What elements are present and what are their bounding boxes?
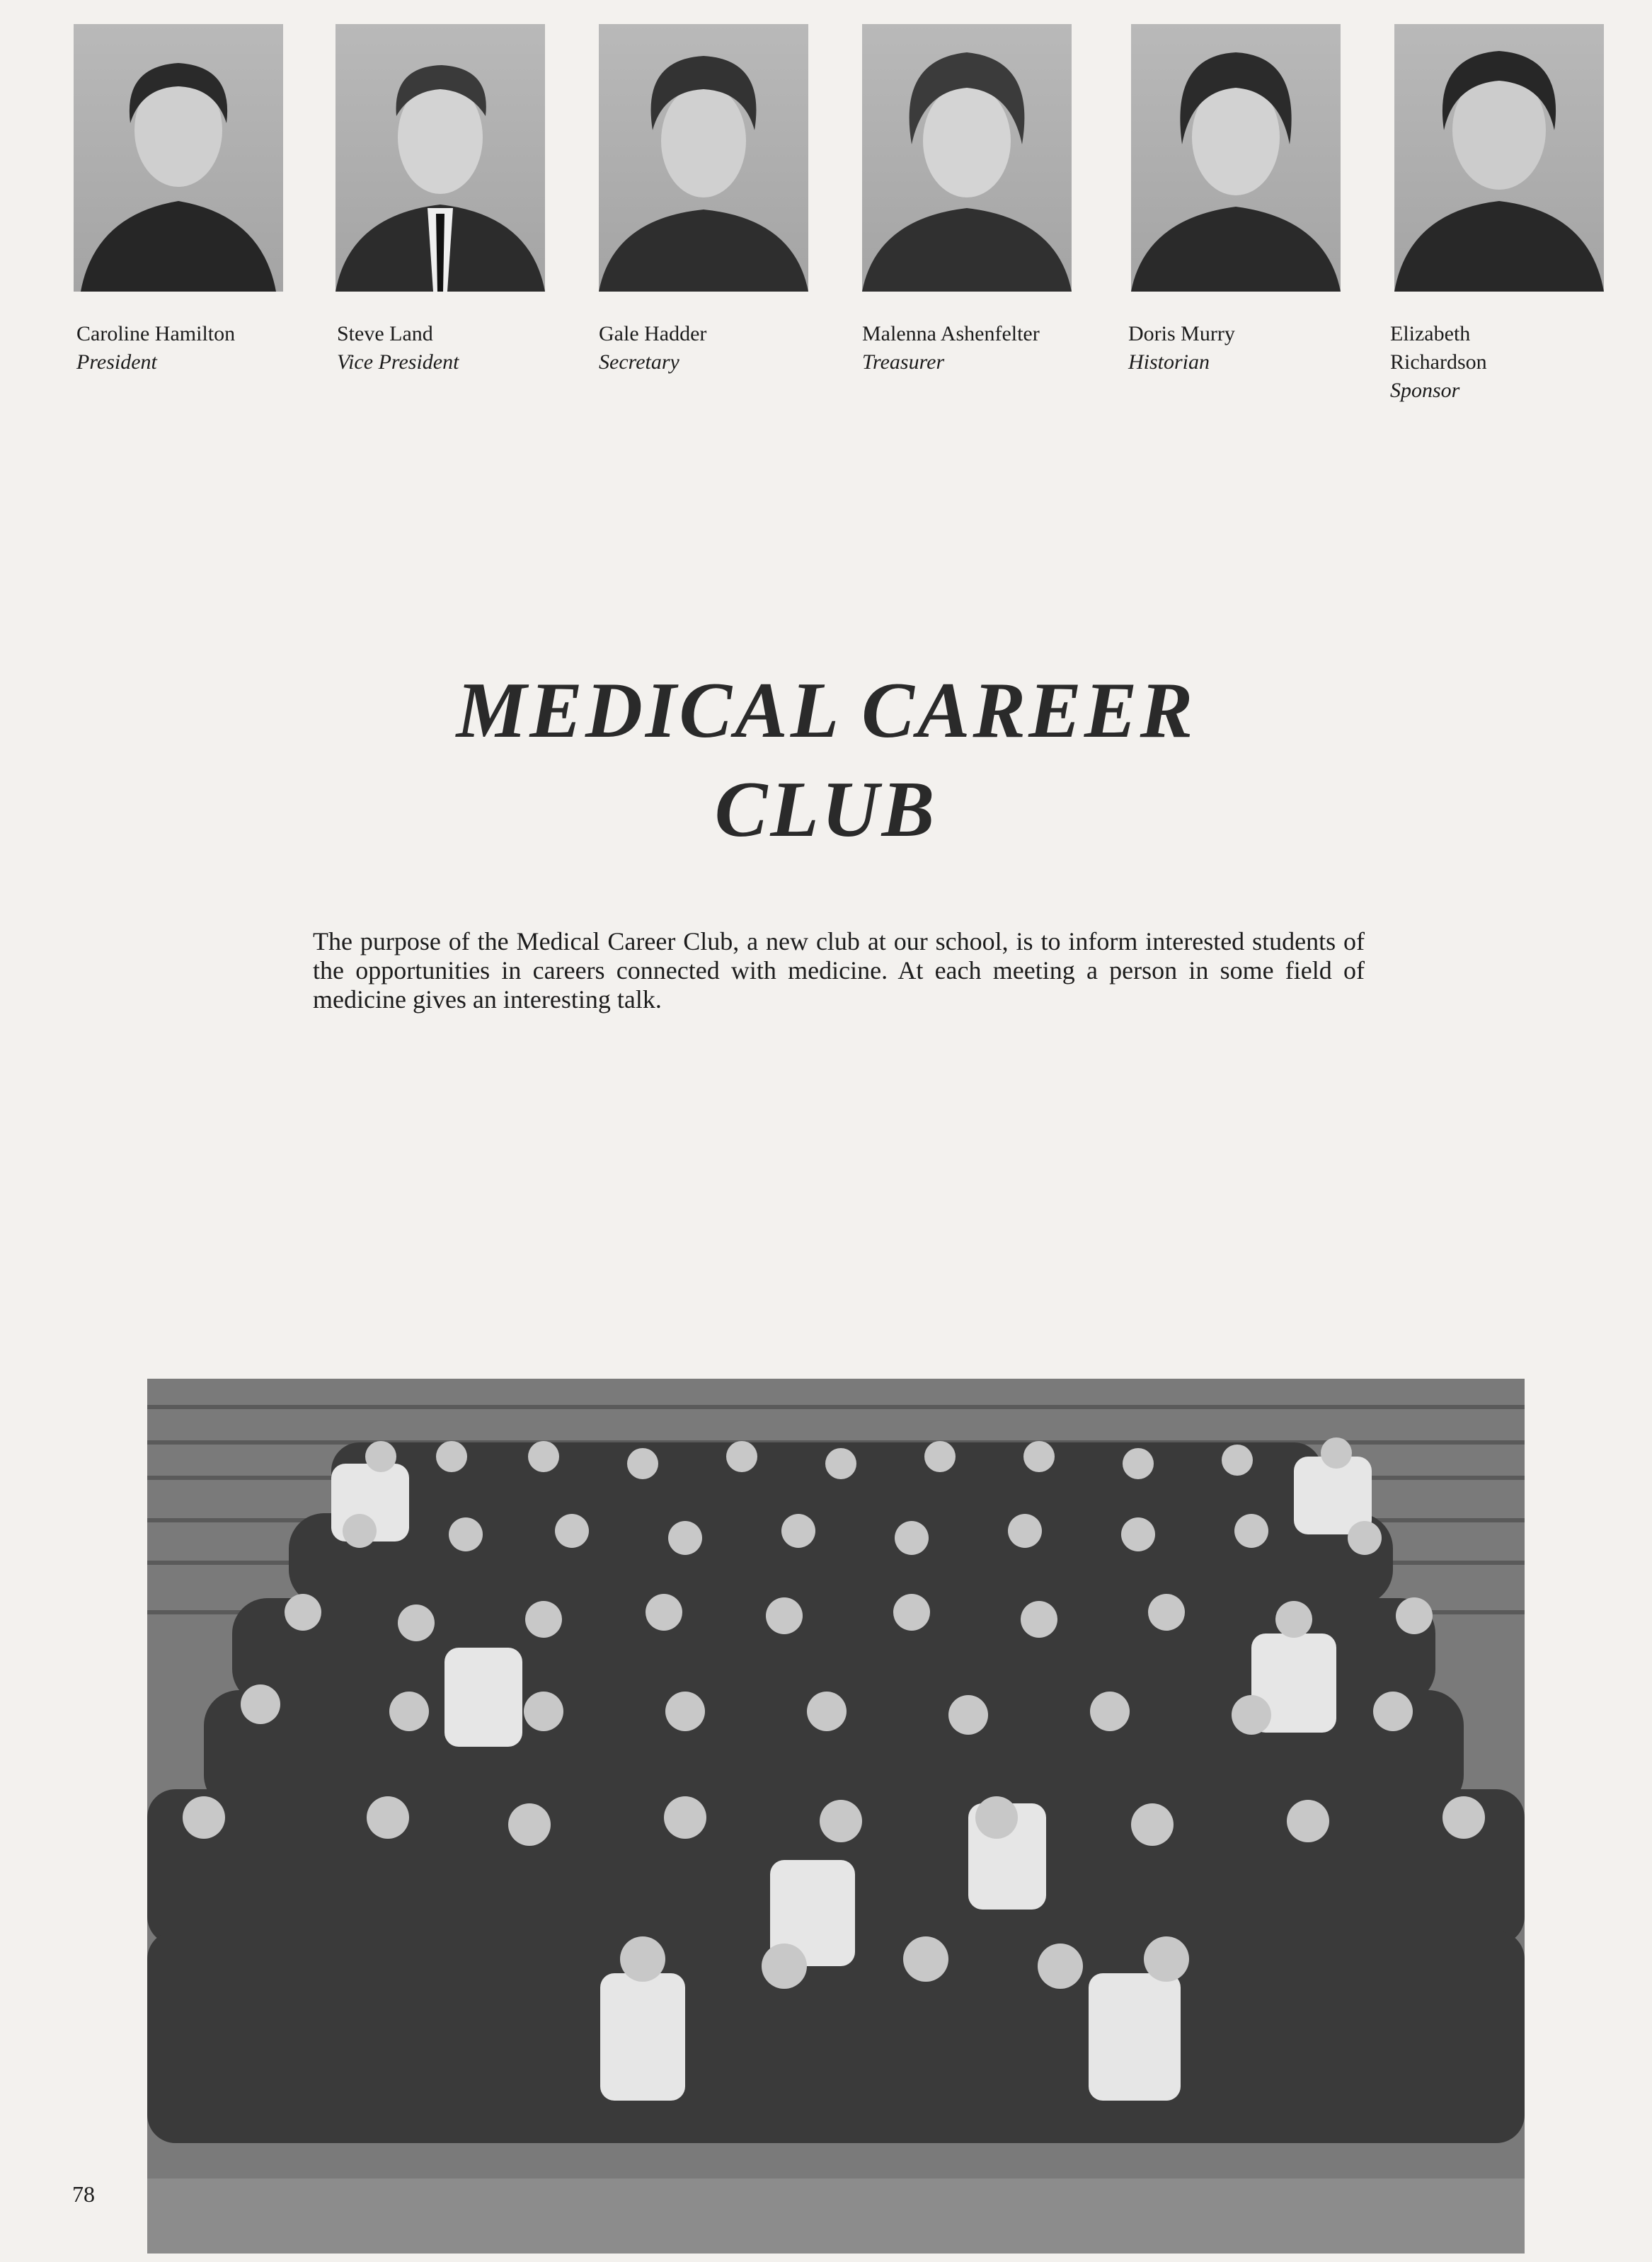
officer-caption — [76, 320, 303, 377]
officer-caption — [337, 320, 563, 377]
officer-name: Gale Hadder — [599, 322, 707, 345]
portrait-photo — [335, 24, 545, 292]
portrait-photo — [862, 24, 1072, 292]
portrait-photo — [74, 24, 283, 292]
officer-caption — [862, 320, 1089, 377]
officer-name: Doris Murry — [1128, 322, 1235, 345]
officer-name: Malenna Ashenfelter — [862, 322, 1040, 345]
officer-caption — [1390, 320, 1532, 405]
officer-name: Caroline Hamilton — [76, 322, 236, 345]
club-description: The purpose of the Medical Career Club, a new club at our school, is to inform interested students of the opportunities in careers connected with medicine. At each meeting a person in some field of medicine gives an interesting talk. — [313, 927, 1365, 1014]
portrait-photo — [599, 24, 808, 292]
officer-name: Steve Land — [337, 322, 433, 345]
group-photo — [147, 1379, 1525, 2254]
officer-caption — [599, 320, 825, 377]
officer-caption — [1128, 320, 1355, 377]
page-title-line-1: MEDICAL CAREER — [456, 667, 1196, 754]
officer-role: Secretary — [599, 350, 679, 374]
portrait-photo — [1131, 24, 1341, 292]
officer-role: Treasurer — [862, 350, 945, 374]
page-title-line-2: CLUB — [714, 766, 938, 854]
portrait-photo — [1394, 24, 1604, 292]
officer-role: President — [76, 350, 157, 374]
officer-role: Vice President — [337, 350, 459, 374]
officer-role: Sponsor — [1390, 379, 1460, 402]
officer-role: Historian — [1128, 350, 1210, 374]
officer-name: Elizabeth Richardson — [1390, 322, 1487, 374]
page-number: 78 — [72, 2181, 95, 2207]
